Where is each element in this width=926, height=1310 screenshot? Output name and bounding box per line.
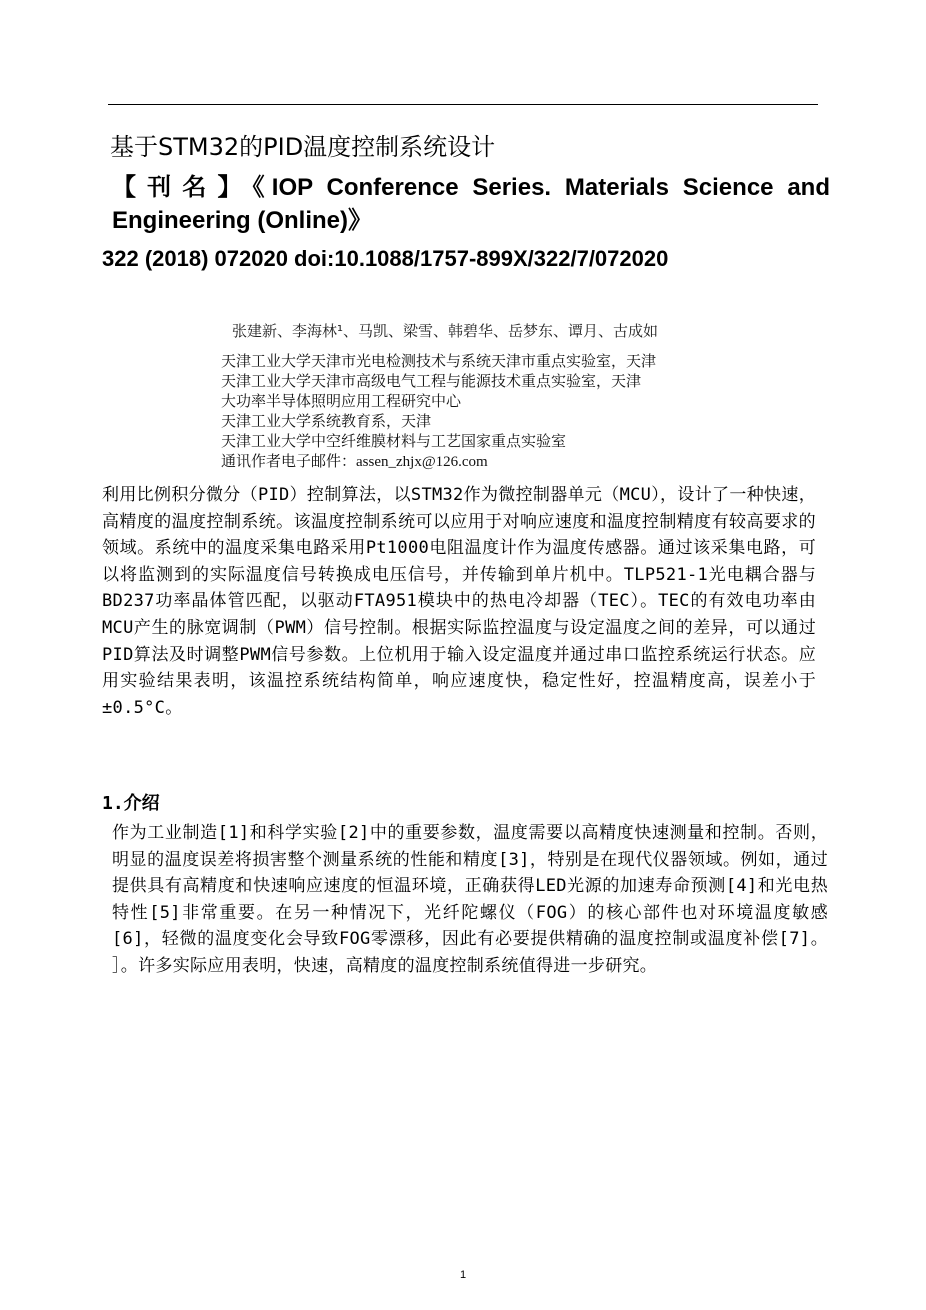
affiliation-item: 大功率半导体照明应用工程研究中心 (221, 392, 462, 410)
author-list: 张建新、李海林¹、马凯、梁雪、韩碧华、岳梦东、谭月、古成如 (232, 322, 659, 340)
introduction-text: 作为工业制造[1]和科学实验[2]中的重要参数，温度需要以高精度快速测量和控制。否则，明显的温度误差将损害整个测量系统的性能和精度[3]，特别是在现代仪器领域。例如，通过提供具有高精度和快速响应速度的恒温环境，正确获得LED光源的加速寿命预测[4]和光电热特性[5]非常重要。在另一种情况下，光纤陀螺仪（FOG）的核心部件也对环境温度敏感[6]，轻微的温度变化会导致FOG零漂移，因此有必要提供精确的温度控制或温度补偿[7]。 ］。许多实际应用表明，快速，高精度的温度控制系统值得进一步研究。 (112, 823, 828, 976)
paper-title: 基于STM32的PID温度控制系统设计 (110, 133, 496, 161)
email-label: 通讯作者电子邮件： (221, 452, 357, 470)
affiliation-item: 天津工业大学天津市高级电气工程与能源技术重点实验室，天津 (221, 372, 642, 390)
affiliation-item: 天津工业大学系统教育系，天津 (221, 412, 432, 430)
header-rule (108, 104, 818, 105)
journal-name: 《IOP Conference Series. Materials Science and Engineering (Online)》 (112, 174, 831, 234)
corresponding-email (221, 451, 656, 472)
affiliation-list (221, 351, 656, 472)
journal-info (112, 171, 830, 237)
section-heading-introduction: 1.介绍 (102, 793, 160, 814)
email-address: assen_zhjx@126.com (356, 454, 488, 470)
page-number: 1 (459, 1269, 467, 1281)
affiliation-item: 天津工业大学天津市光电检测技术与系统天津市重点实验室，天津 (221, 352, 657, 370)
affiliation-item: 天津工业大学中空纤维膜材料与工艺国家重点实验室 (221, 432, 567, 450)
abstract-text: 利用比例积分微分（PID）控制算法，以STM32作为微控制器单元（MCU），设计了一种快速，高精度的温度控制系统。该温度控制系统可以应用于对响应速度和温度控制精度有较高要求的领域。系统中的温度采集电路采用Pt1000电阻温度计作为温度传感器。通过该采集电路，可以将监测到的实际温度信号转换成电压信号，并传输到单片机中。TLP521-1光电耦合器与BD237功率晶体管匹配，以驱动FTA951模块中的热电冷却器（TEC）。TEC的有效电功率由MCU产生的脉宽调制（PWM）信号控制。根据实际监控温度与设定温度之间的差异，可以通过PID算法及时调整PWM信号参数。上位机用于输入设定温度并通过串口监控系统运行状态。应用实验结果表明，该温控系统结构简单，响应速度快，稳定性好，控温精度高，误差小于±0.5°C。 (102, 485, 816, 718)
citation-doi: 322 (2018) 072020 doi:10.1088/1757-899X/322/7/072020 (102, 246, 669, 271)
journal-label: 【刊名】 (112, 174, 253, 201)
